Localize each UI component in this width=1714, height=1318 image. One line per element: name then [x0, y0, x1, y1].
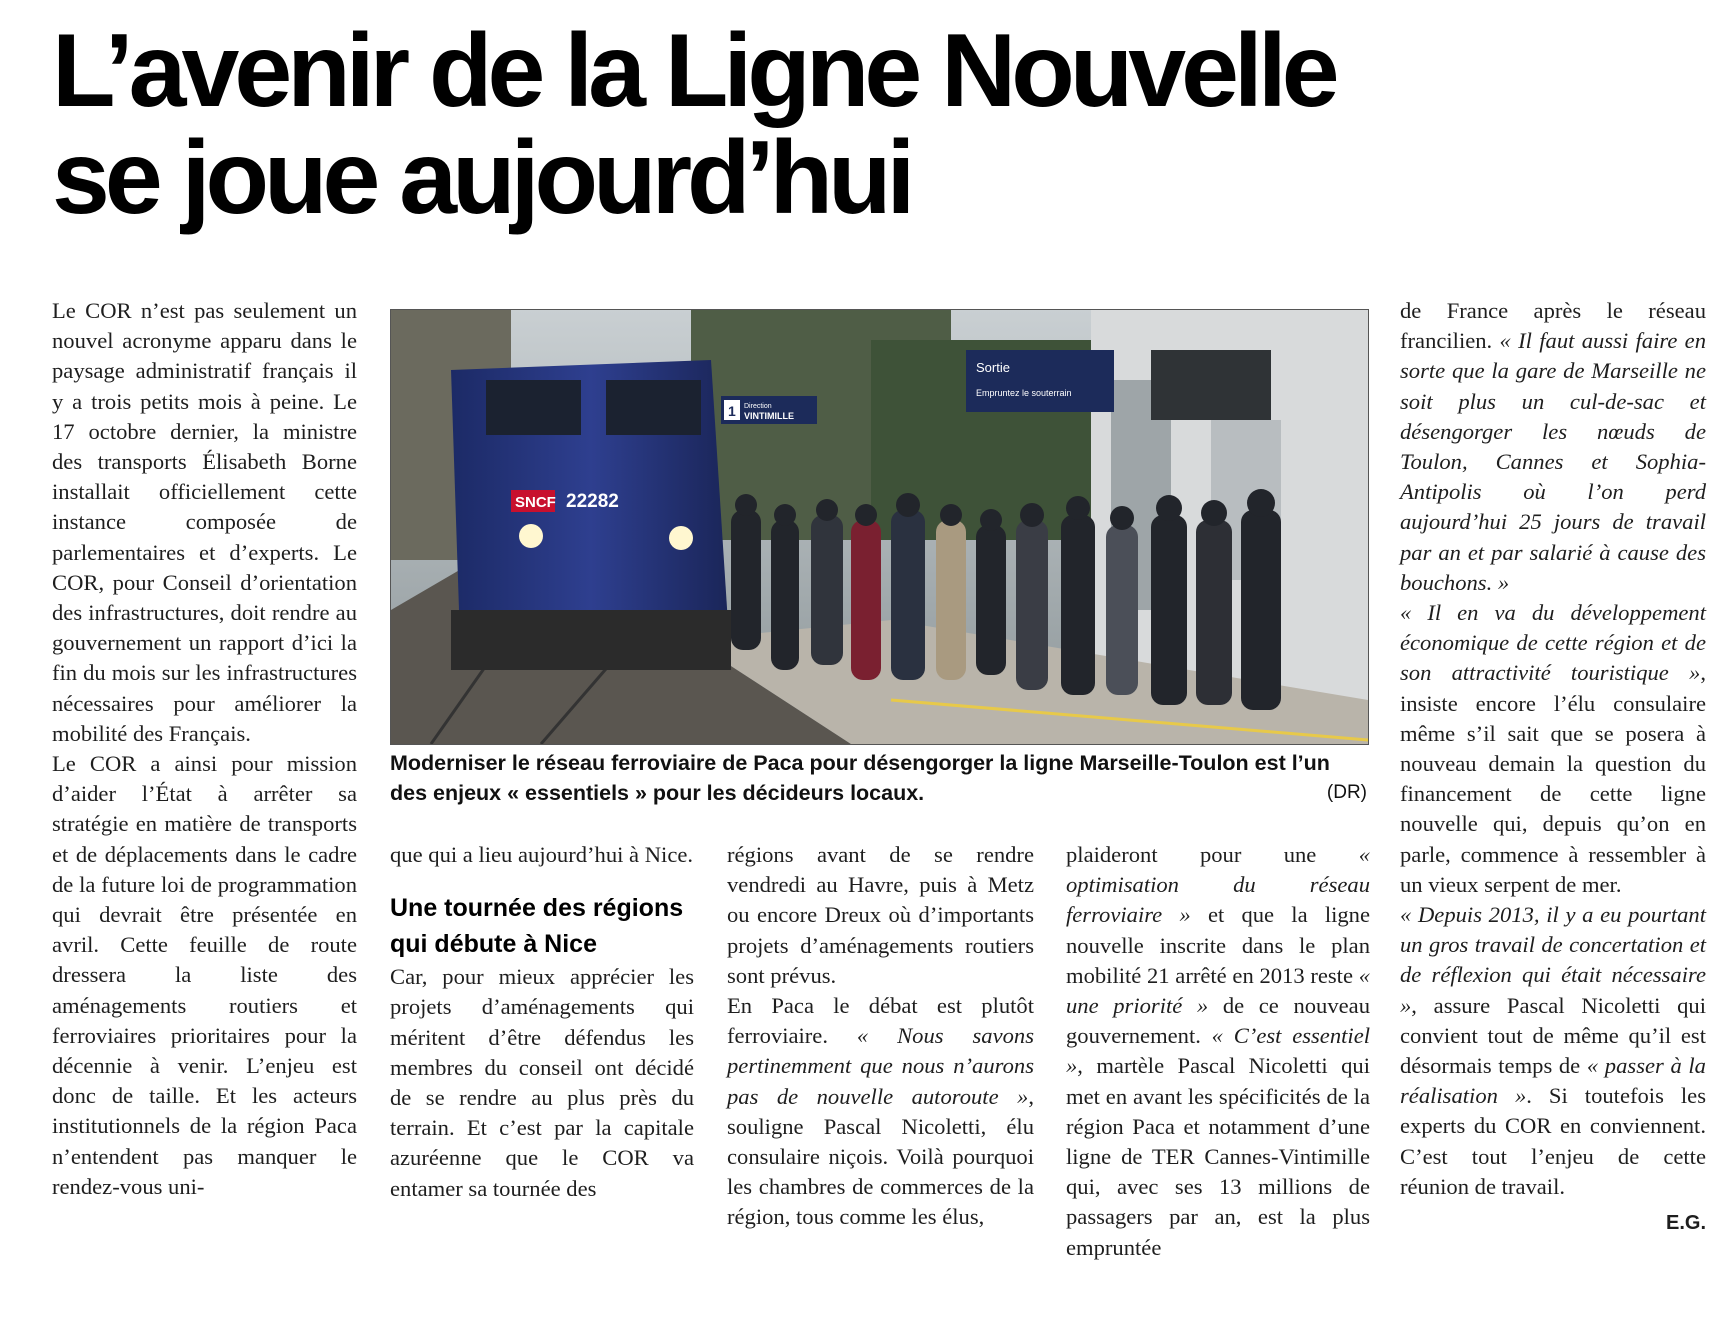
- caption-text: Moderniser le réseau ferroviaire de Paca pour désengorger la ligne Marseille-Toulon est l’un des enjeux « essentiels » pour les décideurs locaux.: [390, 751, 1330, 805]
- quote: « optimisation du réseau ferroviaire »: [1066, 842, 1370, 928]
- quote: « Il en va du développement économique de cette région et de son attractivité touristique »: [1400, 600, 1706, 686]
- quote: « Il faut aussi faire en sorte que la gare de Marseille ne soit plus un cul-de-sac et désengorger les nœuds de Toulon, Cannes et Sophia-Antipolis où l’on perd aujourd’hui 25 jours de travail par an et par salarié à cause des bouchons. »: [1400, 328, 1706, 595]
- subheading: Une tournée des régions qui débute à Nice: [390, 894, 684, 959]
- headline-line-2: se joue aujourd’hui: [52, 120, 911, 236]
- direction-destination: VINTIMILLE: [744, 411, 794, 421]
- paragraph: [1400, 296, 1706, 598]
- column-2: [390, 840, 694, 1204]
- paragraph: [1400, 598, 1706, 900]
- paragraph: régions avant de se rendre vendredi au Havre, puis à Metz ou encore Dreux où d’importants projets d’aménagements routiers sont prévus.: [727, 842, 1034, 988]
- platform-number: 1: [728, 403, 736, 419]
- photo-caption: [390, 748, 1367, 808]
- text-run: , souligne Pascal Nicoletti, élu consulaire niçois. Voilà pourquoi les chambres de commerces de la région, tous comme les élus,: [727, 1083, 1034, 1230]
- quote: « une priorité »: [1066, 962, 1370, 1019]
- train-photo: [390, 309, 1369, 745]
- quote: « Depuis 2013, il y a eu pourtant un gros travail de concertation et de réflexion qui était nécessaire »: [1400, 902, 1706, 1018]
- text-run: En Paca le débat est plutôt ferroviaire.: [727, 993, 1034, 1049]
- text-run: . Si toutefois les experts du COR en conviennent. C’est tout l’enjeu de cette réunion de travail.: [1400, 1083, 1707, 1199]
- locomotive: [451, 360, 731, 670]
- text-run: , insiste encore l’élu consulaire même s’il sait que se posera à nouveau demain la question du financement de cette ligne nouvelle qui, depuis qu’on en parle, commence à ressembler à un vieux serpent de mer.: [1400, 660, 1706, 897]
- paragraph: que qui a lieu aujourd’hui à Nice.: [390, 842, 694, 867]
- column-1: [52, 296, 357, 1202]
- loco-number: 22282: [566, 491, 619, 512]
- text-run: , assure Pascal Nicoletti qui convient tout de même qu’il est désormais temps de: [1400, 992, 1706, 1079]
- paragraph: [1400, 900, 1706, 1202]
- paragraph: [1066, 840, 1370, 1263]
- headline: [52, 13, 1692, 236]
- direction-sign: [721, 396, 817, 424]
- author-signature: E.G.: [1665, 1212, 1706, 1235]
- direction-label: Direction: [744, 403, 772, 410]
- column-5: [1400, 296, 1706, 1238]
- exit-sign: [966, 350, 1114, 412]
- paragraph: [727, 991, 1034, 1233]
- train-station-illustration: [391, 310, 1368, 744]
- column-4: [1066, 840, 1370, 1263]
- quote: « passer à la réalisation »: [1400, 1053, 1706, 1109]
- loco-brand: SNCF: [515, 494, 556, 511]
- text-run: , martèle Pascal Nicoletti qui met en avant les spécificités de la région Paca et notamment d’une ligne de TER Cannes-Vintimille qui, avec ses 13 millions de passagers par an, est la plus empruntée: [1066, 1053, 1370, 1260]
- text-run: de France après le réseau francilien.: [1400, 298, 1706, 354]
- text-run: de ce nouveau gouvernement.: [1066, 993, 1370, 1049]
- column-3: [727, 840, 1034, 1233]
- photo-credit: (DR): [1326, 782, 1367, 803]
- paragraph: Le COR n’est pas seulement un nouvel acronyme apparu dans le paysage administratif français il y a trois petits mois à peine. Le 17 octobre dernier, la ministre des transports Élisabeth Borne installait officiellement cette instance composée de parlementaires et d’experts. Le COR, pour Conseil d’orientation des infrastructures, doit rendre au gouvernement un rapport d’ici la fin du mois sur les infrastructures nécessaires pour améliorer la mobilité des Français.: [52, 298, 357, 746]
- underpass-label: Empruntez le souterrain: [976, 388, 1072, 398]
- text-run: plaideront pour une: [1066, 842, 1359, 867]
- quote: « C’est essentiel »: [1066, 1023, 1370, 1079]
- headline-line-1: L’avenir de la Ligne Nouvelle: [52, 13, 1335, 129]
- exit-label: Sortie: [976, 360, 1010, 375]
- paragraph: Car, pour mieux apprécier les projets d’aménagements qui méritent d’être défendus les membres du conseil ont décidé de se rendre au plus près du terrain. Et c’est par la capitale azuréenne que le COR va entamer sa tournée des: [390, 964, 694, 1201]
- station-screen: [1151, 350, 1271, 420]
- paragraph: Le COR a ainsi pour mission d’aider l’État à arrêter sa stratégie en matière de transports et de déplacements dans le cadre de la future loi de programmation qui devrait être présentée en avril. Cette feuille de route dressera la liste des aménagements routiers et ferroviaires prioritaires pour la décennie à venir. L’enjeu est donc de taille. Et les acteurs institutionnels de la région Paca n’entendent pas manquer le rendez-vous uni-: [52, 751, 357, 1199]
- text-run: et que la ligne nouvelle inscrite dans le plan mobilité 21 arrêté en 2013 reste: [1066, 902, 1370, 988]
- quote: « Nous savons pertinemment que nous n’aurons pas de nouvelle autoroute »: [727, 1023, 1034, 1109]
